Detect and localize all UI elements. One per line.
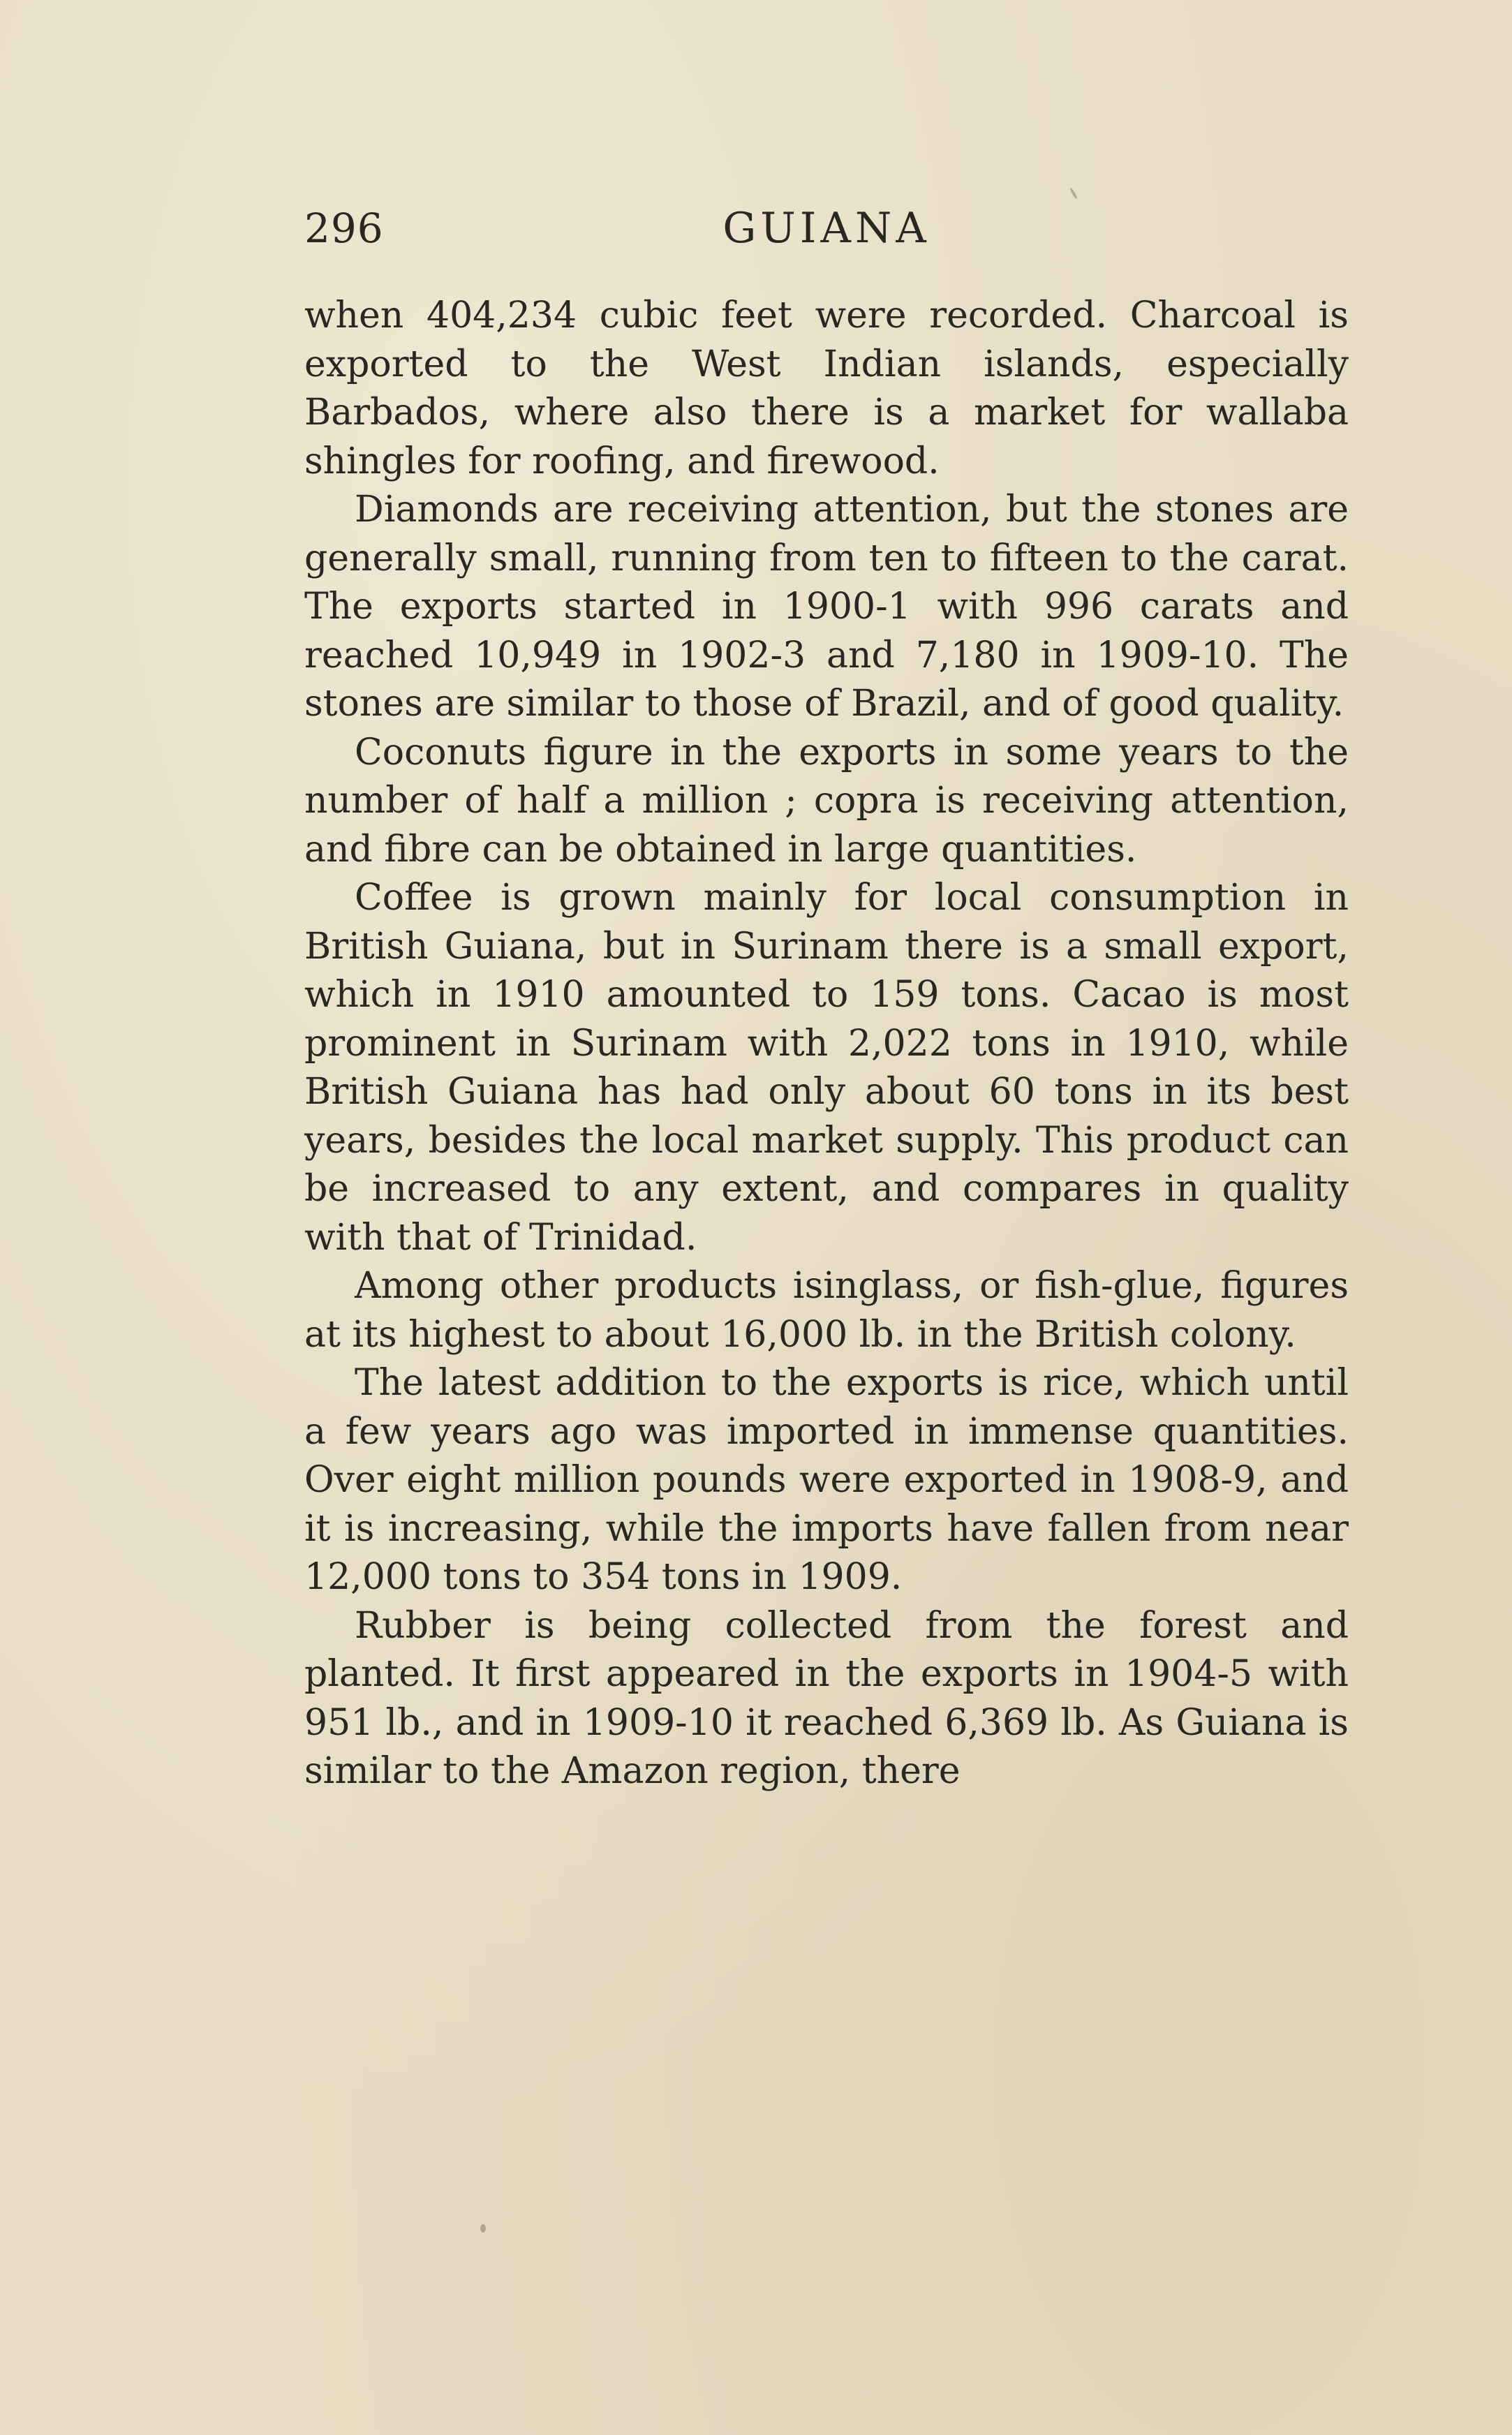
page-header — [304, 197, 1349, 260]
paragraph-diamonds: Diamonds are receiving attention, but the stones are generally small, running from ten to fifteen to the carat. The exports started in 1900-1 with 996 carats and reached 10,949 in 1902-3 and 7,180 in 1909-10. The stones are similar to those of Brazil, and of good quality. — [304, 489, 1349, 725]
body-text — [304, 292, 1349, 1796]
paragraph-charcoal: when 404,234 cubic feet were recorded. Charcoal is exported to the West Indian islands, especially Barbados, where also there is a market for wallaba shingles for roofing, and firewood. — [304, 295, 1349, 482]
paragraph-coconuts: Coconuts figure in the exports in some years to the number of half a million ; copra is receiving attention, and fibre can be obtained in large quantities. — [304, 731, 1349, 871]
page-number: 296 — [304, 205, 384, 252]
paragraph-rice: The latest addition to the exports is rice, which until a few years ago was imported in immense quantities. Over eight million pounds were exported in 1908-9, and it is increasing, while the imports have fallen from near 12,000 tons to 354 tons in 1909. — [304, 1362, 1349, 1598]
running-head: GUIANA — [722, 204, 931, 253]
paragraph-isinglass: Among other products isinglass, or fish-glue, figures at its highest to about 16,000 lb. in the British colony. — [304, 1265, 1349, 1356]
paragraph-coffee-cacao: Coffee is grown mainly for local consumption in British Guiana, but in Surinam there is a small export, which in 1910 amounted to 159 tons. Cacao is most prominent in Surinam with 2,022 tons in 1910, while British Guiana has had only about 60 tons in its best years, besides the local market supply. This product can be increased to any extent, and compares in quality with that of Trinidad. — [304, 877, 1349, 1259]
paragraph-rubber: Rubber is being collected from the forest and planted. It first appeared in the exports in 1904-5 with 951 lb., and in 1909-10 it reached 6,369 lb. As Guiana is similar to the Amazon region, there — [304, 1604, 1349, 1792]
paper-speck — [480, 2224, 486, 2233]
